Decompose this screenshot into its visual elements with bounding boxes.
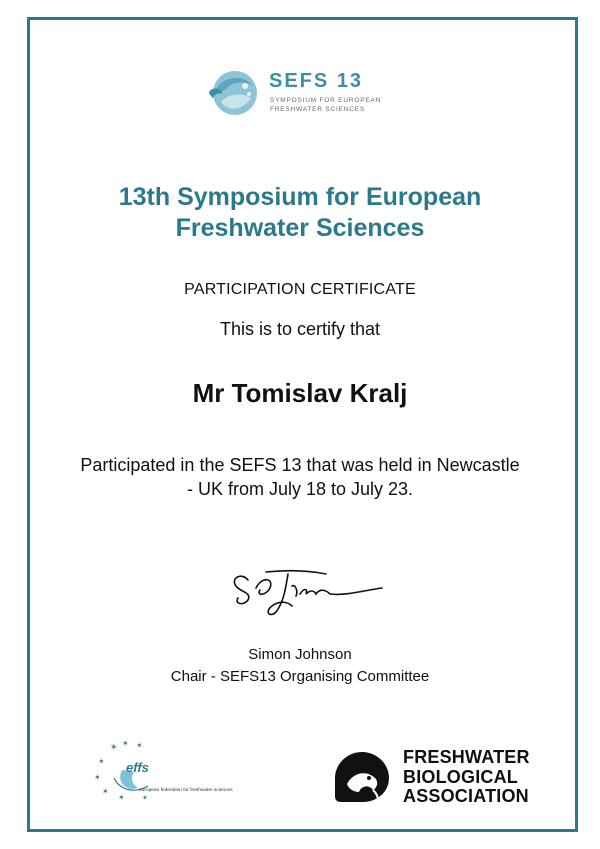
certify-text: This is to certify that bbox=[219, 319, 381, 339]
signer-name: Simon Johnson bbox=[248, 646, 352, 663]
sefs-globe-icon bbox=[205, 68, 263, 118]
sefs-logo-name: SEFS 13 bbox=[269, 70, 364, 92]
participation-line-2: - UK from July 18 to July 23. bbox=[186, 479, 414, 499]
svg-text:✶: ✶ bbox=[98, 757, 105, 766]
effs-logo bbox=[92, 738, 233, 804]
participation-line-1: Participated in the SEFS 13 that was held in Newcastle bbox=[80, 455, 520, 475]
fba-logo-line-3: ASSOCIATION bbox=[403, 786, 529, 806]
effs-stars-icon bbox=[92, 738, 222, 804]
svg-text:✶: ✶ bbox=[110, 743, 118, 753]
svg-text:✶: ✶ bbox=[94, 773, 101, 782]
effs-logo-tagline: european federation for freshwater sciences bbox=[139, 788, 233, 793]
fba-logo-line-1: FRESHWATER bbox=[403, 747, 530, 767]
sefs-logo-subtitle-1: SYMPOSIUM FOR EUROPEAN bbox=[270, 97, 382, 104]
svg-text:✶: ✶ bbox=[122, 739, 129, 748]
fba-logo bbox=[333, 748, 533, 808]
svg-text:✶: ✶ bbox=[136, 741, 143, 750]
fba-logo-line-2: BIOLOGICAL bbox=[403, 766, 518, 787]
signer-role: Chair - SEFS13 Organising Committee bbox=[170, 668, 430, 685]
effs-logo-name: effs bbox=[126, 760, 149, 775]
recipient-name: Mr Tomislav Kralj bbox=[192, 378, 408, 408]
symposium-title-line-2: Freshwater Sciences bbox=[175, 214, 425, 242]
fba-logo-text bbox=[403, 748, 530, 807]
sefs-logo bbox=[205, 66, 405, 122]
svg-text:✶: ✶ bbox=[142, 794, 148, 802]
svg-text:✶: ✶ bbox=[118, 793, 125, 802]
symposium-title-line-1: 13th Symposium for European bbox=[118, 183, 482, 211]
certificate-border bbox=[27, 17, 578, 832]
svg-text:✶: ✶ bbox=[102, 787, 109, 796]
certificate-type: PARTICIPATION CERTIFICATE bbox=[184, 281, 416, 298]
participation-text bbox=[0, 453, 600, 501]
symposium-title bbox=[0, 182, 600, 244]
fish-icon bbox=[333, 748, 391, 806]
signature bbox=[226, 566, 386, 622]
sefs-logo-subtitle-2: FRESHWATER SCIENCES bbox=[270, 106, 366, 113]
